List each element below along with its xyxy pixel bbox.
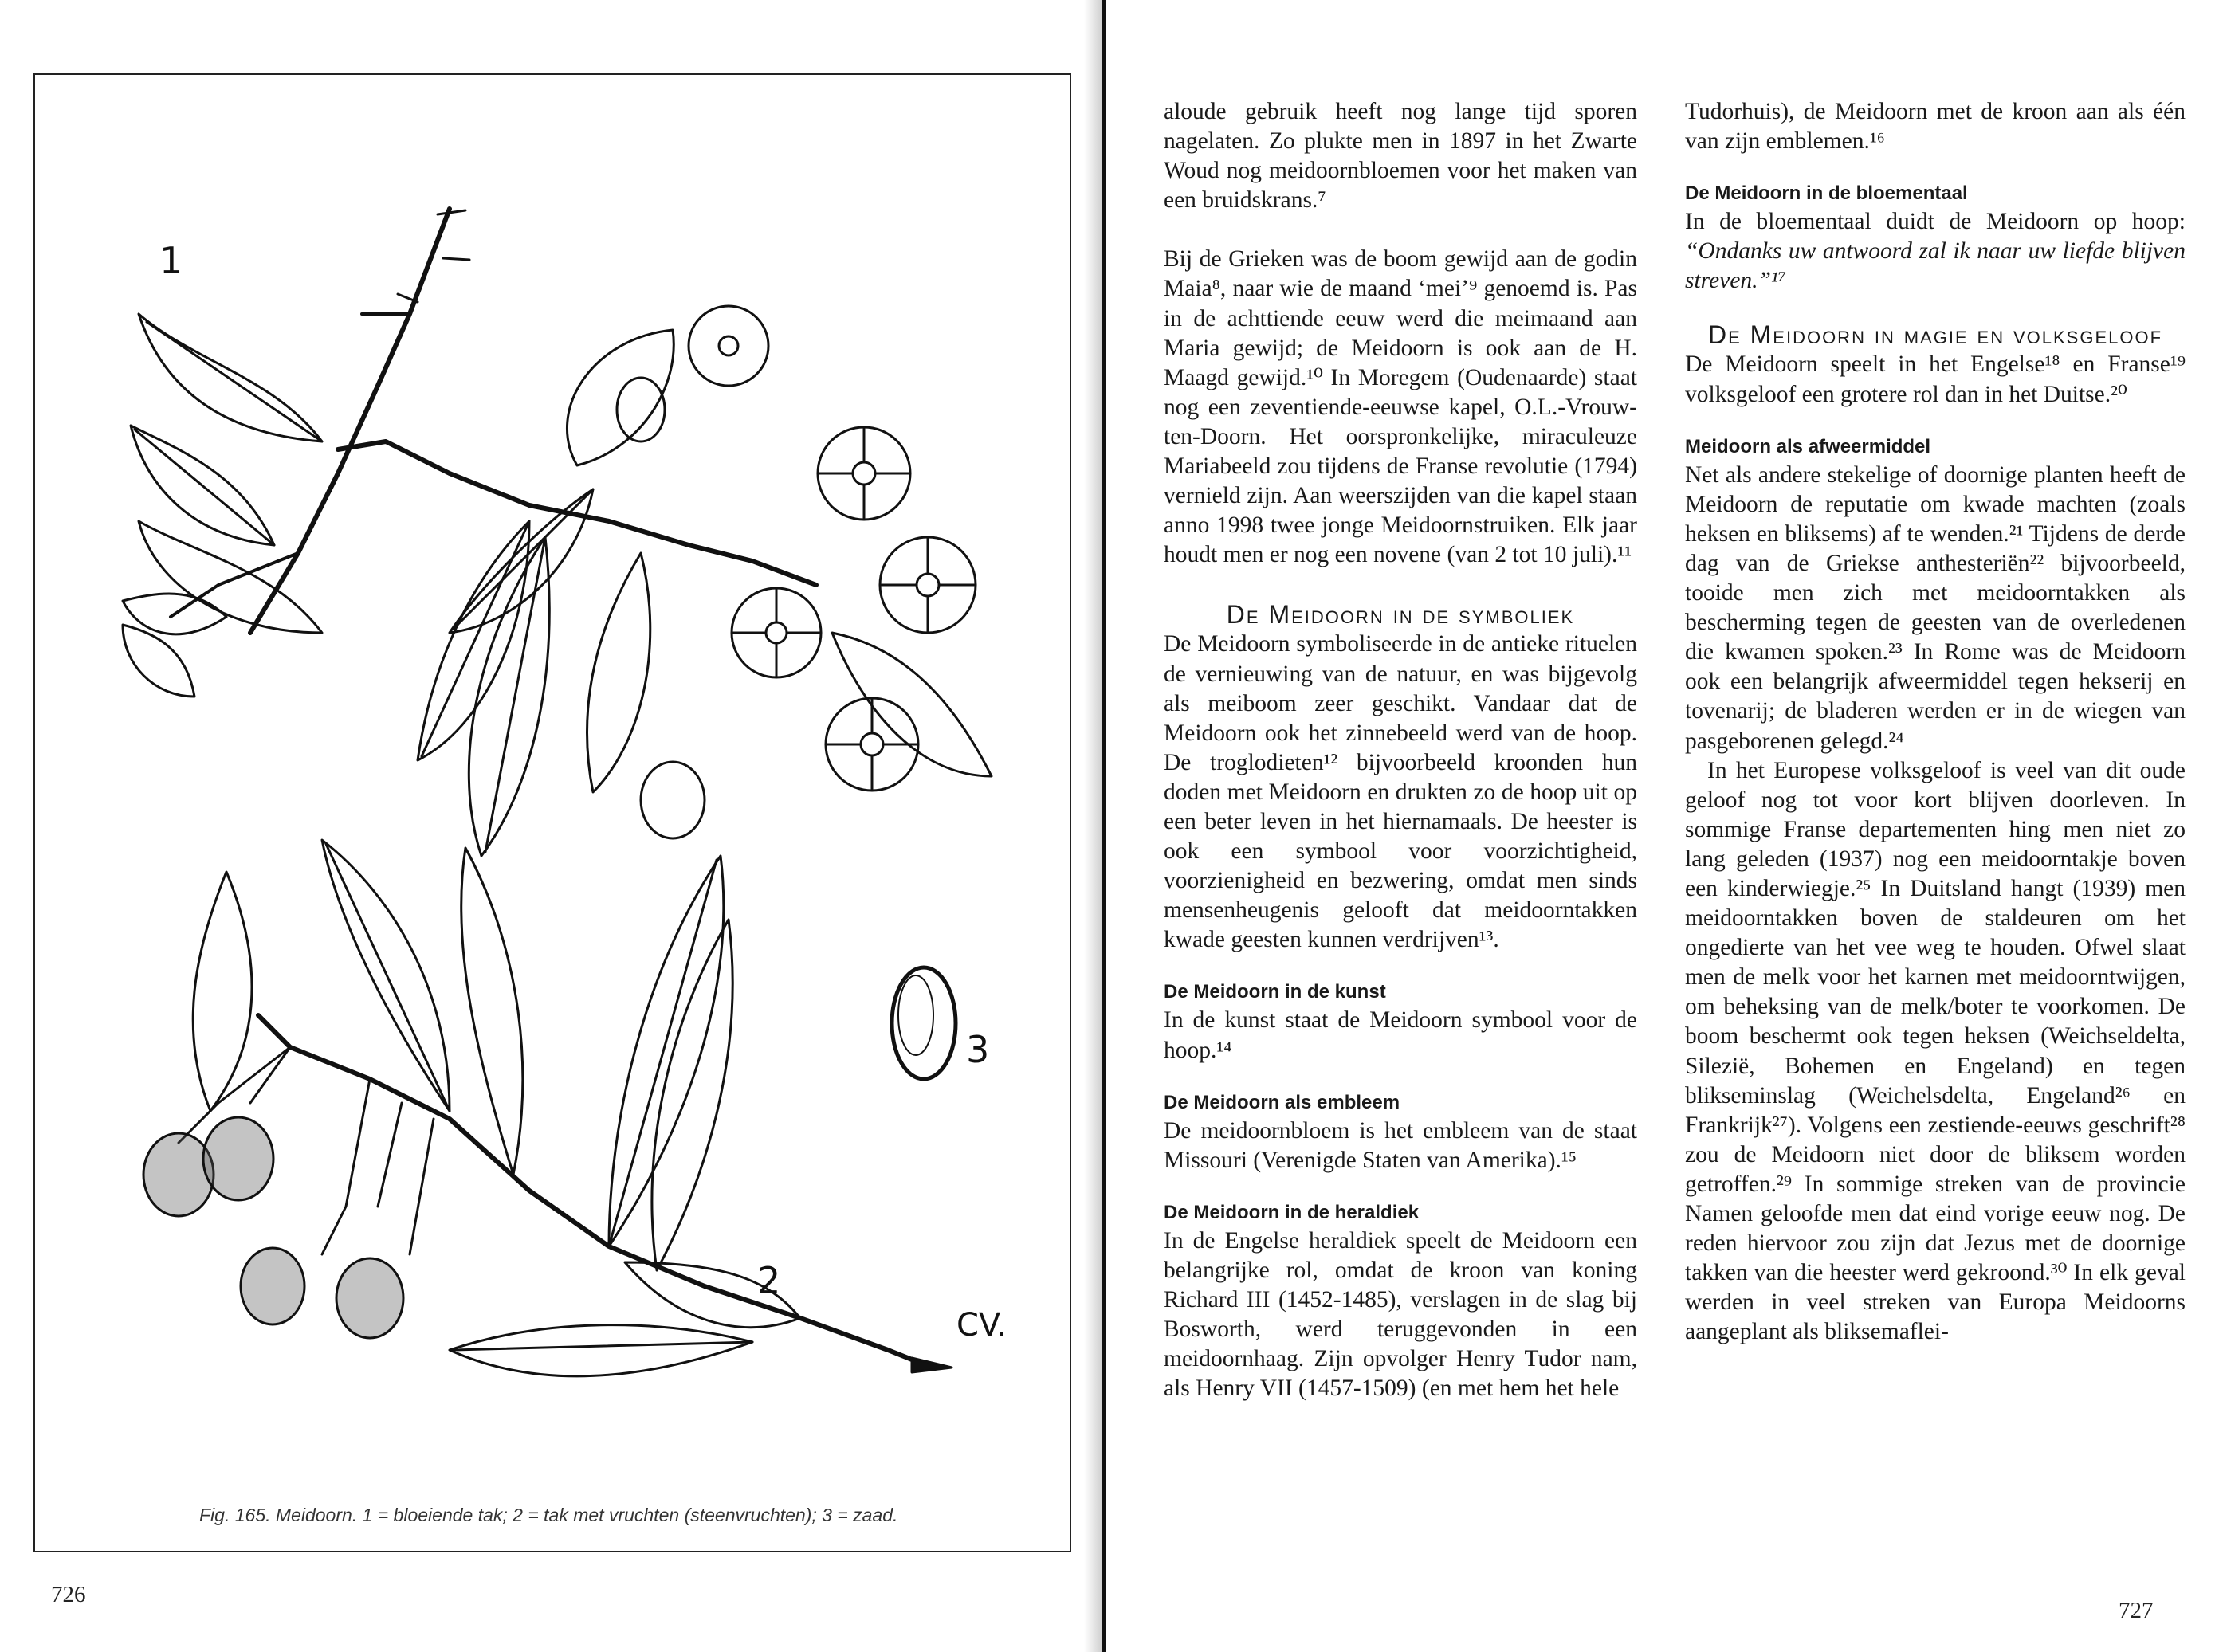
spine-shadow xyxy=(1084,0,1102,1652)
page-number-right: 727 xyxy=(2119,1598,2154,1623)
paragraph: In de kunst staat de Meidoorn symbool voor de hoop.¹⁴ xyxy=(1164,1007,1637,1063)
paragraph: In de Engelse heraldiek speelt de Meidoorn een belangrijke rol, omdat de kroon van koning Richard III (1452-1485), verslagen in de slag bij Bosworth, werd teruggevonden in een meidoornhaag. Zijn opvolger Henry Tudor nam, als Henry VII (1457-1509) (en met hem het hele xyxy=(1164,1227,1637,1402)
leaf xyxy=(193,872,252,1111)
paragraph: De Meidoorn speelt in het Engelse¹⁸ en Franse¹⁹ volksgeloof een grotere rol dan in het Duitse.²⁰ xyxy=(1685,351,2186,407)
paragraph: Tudorhuis), de Meidoorn met de kroon aan als één van zijn emblemen.¹⁶ xyxy=(1685,99,2186,155)
leaf xyxy=(123,625,194,697)
paragraph: Bij de Grieken was de boom gewijd aan de godin Maia⁸, naar wie de maand ‘mei’⁹ genoemd is. Pas in de achttiende eeuw werd die meimaand aan Maria gewijd; de Meidoorn is ook aan de H. Maagd gewijd.¹⁰ In Moregem (Oudenaarde) staat nog een zeventiende-eeuwse kapel, O.L.-Vrouw-ten-Doorn. Het oorspronkelijke, miraculeuze Mariabeeld zou tijdens de Franse revolutie (1794) vernield zijn. Aan weerszijden van die kapel staan anno 1998 twee jonge Meidoornstruiken. Elk jaar houdt men er nog een novene (van 2 tot 10 juli).¹¹ xyxy=(1164,246,1637,568)
leaf xyxy=(652,920,732,1270)
figure-caption: Fig. 165. Meidoorn. 1 = bloeiende tak; 2 = tak met vruchten (steenvruchten); 3 = zaad. xyxy=(199,1505,898,1525)
book-spine xyxy=(1102,0,1106,1652)
paragraph xyxy=(1685,207,2186,296)
leaf xyxy=(832,633,992,776)
paragraph: In het Europese volksgeloof is veel van dit oude geloof nog tot voor kort blijven doorleven. In sommige Franse departementen hing men niet zo lang geleden (1937) nog een meidoorntakje boven een kinderwiegje.²⁵ In Duitsland hangt (1939) men meidoorntakken boven de staldeuren om het ongedierte van het vee weg te houden. Ofwel slaat men de melk voor het karnen met meidoorntwijgen, om beheksing van de melk/boter te voorkomen. De boom beschermt ook tegen heksen (Weichseldelta, Silezië, Bohemen en Engeland) en tegen blikseminslag (Weichelsdelta, Engeland²⁶ en Frankrijk²⁷). Volgens een zestiende-eeuws geschrift²⁸ zou de Meidoorn niet door de bliksem worden getroffen.²⁹ In sommige streken van de provincie Namen geloofde men dat eind vorige eeuw nog. De reden hiervoor zou zijn dat Jezus met de doornige takken van die heester werd gekroond.³⁰ In elk geval werden in veel streken van Europa Meidoorns aangeplant als bliksemaflei- xyxy=(1685,757,2186,1345)
seed xyxy=(892,967,956,1079)
paragraph: Net als andere stekelige of doornige planten heeft de Meidoorn de reputatie om kwade machten (zoals heksen en bliksems) af te wenden.²¹ Tijdens de derde dag van de Griekse anthesteriën²² bijvoorbeeld, tooide men zich met meidoorntakken als bescherming tegen de geesten van de overledenen die kwamen spoken.²³ In Rome was de Meidoorn ook een belangrijk afweermiddel tegen hekserij en tovenarij; de bladeren werden er in de wiegen van pasgeborenen gelegd.²⁴ xyxy=(1685,461,2186,754)
artist-signature: CV. xyxy=(956,1307,1007,1344)
hawthorn-illustration xyxy=(35,75,1070,1551)
berry xyxy=(143,1117,403,1338)
leaf xyxy=(139,521,322,633)
flower xyxy=(826,698,918,791)
section-heading-magie: De Meidoorn in magie en volksgeloof xyxy=(1707,320,2163,350)
subheading-heraldiek: De Meidoorn in de heraldiek xyxy=(1164,1201,1420,1223)
page-number-left: 726 xyxy=(51,1582,86,1607)
text-column-1 xyxy=(1164,97,1637,1403)
leaf xyxy=(587,553,650,792)
flower xyxy=(732,588,821,677)
text-column-2 xyxy=(1685,97,2186,1347)
section-heading-symboliek: De Meidoorn in de symboliek xyxy=(1226,600,1575,630)
leaf xyxy=(450,1325,752,1376)
subheading-embleem: De Meidoorn als embleem xyxy=(1164,1091,1400,1113)
subheading-afweermiddel: Meidoorn als afweermiddel xyxy=(1685,435,1931,457)
quote: “Ondanks uw antwoord zal ik naar uw liefde blijven streven.”¹⁷ xyxy=(1685,238,2186,294)
flower xyxy=(818,427,910,520)
figure-label-2: 2 xyxy=(757,1259,781,1302)
subheading-kunst: De Meidoorn in de kunst xyxy=(1164,981,1386,1003)
leaf xyxy=(567,330,674,465)
figure-label-1: 1 xyxy=(159,239,183,282)
paragraph-text: In de bloementaal duidt de Meidoorn op hoop: xyxy=(1685,209,2186,235)
paragraph: De Meidoorn symboliseerde in de antieke rituelen de vernieuwing van de natuur, en was bijgevolg als meiboom zeer geschikt. Vandaar dat de Meidoorn ook het zinnebeeld werd van de hoop. De troglodieten¹² bijvoorbeeld kroonden hun doden met Meidoorn en drukten zo de hoop uit op een beter leven in het hiernamaals. De heester is ook een symbool voor voorzichtigheid, voorzienigheid en bezwering, omdat men sinds mensenheugenis gelooft dat meidoorntakken kwade geesten kunnen verdrijven¹³. xyxy=(1164,631,1637,953)
paragraph: De meidoornbloem is het embleem van de staat Missouri (Verenigde Staten van Amerika).¹⁵ xyxy=(1164,1117,1637,1173)
leaf xyxy=(461,848,523,1175)
flower xyxy=(689,306,768,386)
paragraph: aloude gebruik heeft nog lange tijd sporen nagelaten. Zo plukte men in 1897 in het Zwarte Woud nog meidoornbloemen voor het maken van een bruidskrans.⁷ xyxy=(1164,99,1637,214)
subheading-bloementaal: De Meidoorn in de bloementaal xyxy=(1685,182,1968,205)
flower xyxy=(880,537,976,633)
figure-label-3: 3 xyxy=(966,1028,990,1071)
